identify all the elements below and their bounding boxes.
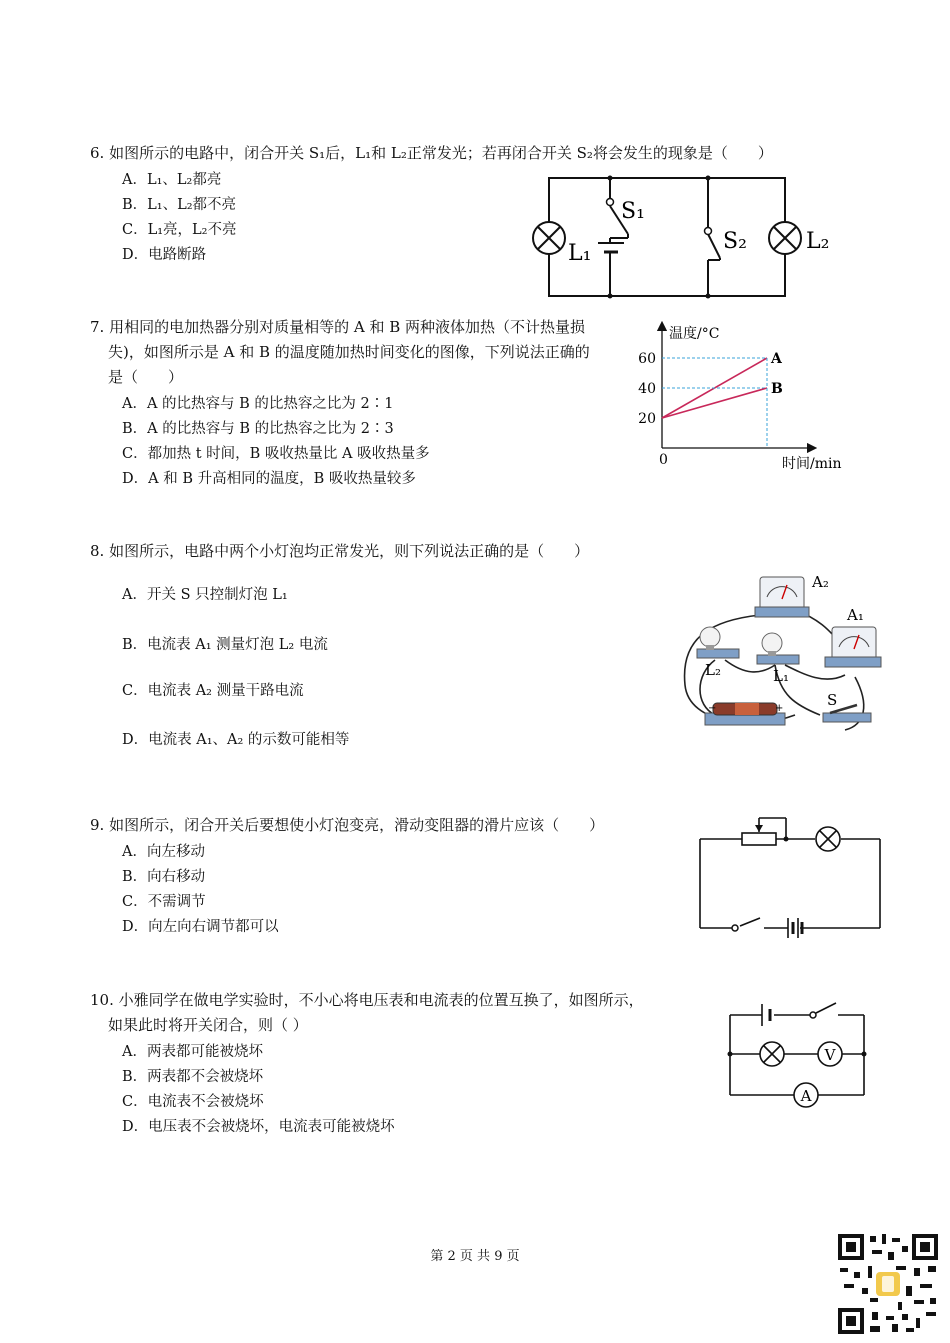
q8-option-c: C．电流表 A₂ 测量干路电流 — [122, 683, 304, 699]
q9-option-d: D．向左向右调节都可以 — [122, 919, 279, 935]
q8-stem: 8. 如图所示，电路中两个小灯泡均正常发光，则下列说法正确的是（ ） — [90, 542, 590, 560]
label-s1: S₁ — [621, 199, 645, 224]
q7-option-d: D．A 和 B 升高相同的温度，B 吸收热量较多 — [122, 471, 416, 487]
y-axis-label: 温度/°C — [669, 326, 720, 342]
svg-text:−: − — [708, 703, 717, 714]
q8-option-a: A．开关 S 只控制灯泡 L₁ — [122, 587, 288, 603]
page-footer: 第 2 页 共 9 页 — [430, 1249, 520, 1264]
ammeter-a2-icon — [755, 577, 809, 617]
q10-circuit-figure — [720, 995, 875, 1113]
label-l2: L₂ — [705, 661, 721, 679]
y-tick-label-1: 40 — [638, 381, 656, 397]
lamp-l1-icon — [533, 222, 565, 254]
label-s: S — [827, 691, 838, 709]
q10-option-a: A．两表都可能被烧坏 — [122, 1044, 263, 1060]
label-a2: A₂ — [812, 573, 829, 591]
bulb-l2-icon — [697, 627, 739, 658]
q7-option-c: C．都加热 t 时间，B 吸收热量比 A 吸收热量多 — [122, 446, 430, 462]
y-tick-label-0: 20 — [638, 411, 656, 427]
q10-option-c: C．电流表不会被烧坏 — [122, 1094, 264, 1110]
q7-option-b: B．A 的比热容与 B 的比热容之比为 2∶3 — [122, 421, 394, 437]
qr-code-icon — [836, 1232, 940, 1336]
q10-option-d: D．电压表不会被烧坏，电流表可能被烧坏 — [122, 1119, 395, 1135]
q8-option-b: B．电流表 A₁ 测量灯泡 L₂ 电流 — [122, 637, 328, 653]
ammeter-icon — [794, 1083, 818, 1107]
label-v: V — [824, 1046, 836, 1064]
label-a: A — [800, 1087, 812, 1105]
q7-temperature-chart — [632, 318, 862, 478]
q9-stem: 9. 如图所示，闭合开关后要想使小灯泡变亮，滑动变阻器的滑片应该（ ） — [90, 816, 605, 834]
q10-option-b: B．两表都不会被烧坏 — [122, 1069, 264, 1085]
label-l2: L₂ — [806, 229, 830, 254]
label-s2: S₂ — [723, 229, 747, 254]
q10-stem-line-1: 10. 小雅同学在做电学实验时，不小心将电压表和电流表的位置互换了，如图所示， — [90, 991, 644, 1009]
q7-option-a: A．A 的比热容与 B 的比热容之比为 2∶1 — [122, 396, 394, 412]
lamp-icon — [760, 1042, 784, 1066]
q6-option-c: C．L₁亮，L₂不亮 — [122, 222, 237, 238]
q9-circuit-figure — [690, 808, 890, 948]
q7-stem-line-2: 失)，如图所示是 A 和 B 的温度随加热时间变化的图像，下列说法正确的 — [108, 343, 590, 361]
q7-stem-line-1: 7. 用相同的电加热器分别对质量相等的 A 和 B 两种液体加热（不计热量损 — [90, 318, 586, 336]
q9-option-b: B．向右移动 — [122, 869, 206, 885]
rheostat-icon — [742, 833, 776, 845]
battery-icon — [762, 1004, 770, 1026]
q9-option-a: A．向左移动 — [122, 844, 205, 860]
bulb-l1-icon — [757, 633, 799, 664]
q7-stem-line-3: 是（ ） — [108, 368, 184, 386]
series-label-B: B — [771, 381, 783, 397]
q8-physical-circuit-figure — [675, 565, 890, 740]
series-line-B — [662, 388, 767, 418]
lamp-icon — [816, 827, 840, 851]
q6-circuit-figure — [528, 168, 830, 303]
battery-icon — [705, 703, 785, 725]
q8-option-d: D．电流表 A₁、A₂ 的示数可能相等 — [122, 732, 350, 748]
ammeter-a1-icon — [825, 627, 881, 667]
x-axis-label: 时间/min — [782, 456, 842, 472]
label-l1: L₁ — [773, 667, 789, 685]
q6-option-b: B．L₁、L₂都不亮 — [122, 197, 237, 213]
origin-label: 0 — [659, 452, 668, 468]
lamp-l2-icon — [769, 222, 801, 254]
svg-text:+: + — [775, 703, 784, 714]
q10-stem-line-2: 如果此时将开关闭合，则（ ） — [108, 1016, 308, 1034]
battery-icon — [788, 918, 802, 938]
q9-option-c: C．不需调节 — [122, 894, 206, 910]
voltmeter-icon — [818, 1042, 842, 1066]
label-l1: L₁ — [568, 241, 592, 266]
label-a1: A₁ — [847, 606, 864, 624]
q6-option-a: A．L₁、L₂都亮 — [122, 172, 222, 188]
series-label-A: A — [771, 351, 782, 367]
y-tick-label-2: 60 — [638, 351, 656, 367]
q6-stem: 6. 如图所示的电路中，闭合开关 S₁后，L₁和 L₂正常发光；若再闭合开关 S₂将会发生的现象是（ ） — [90, 144, 773, 162]
q6-option-d: D．电路断路 — [122, 247, 207, 263]
